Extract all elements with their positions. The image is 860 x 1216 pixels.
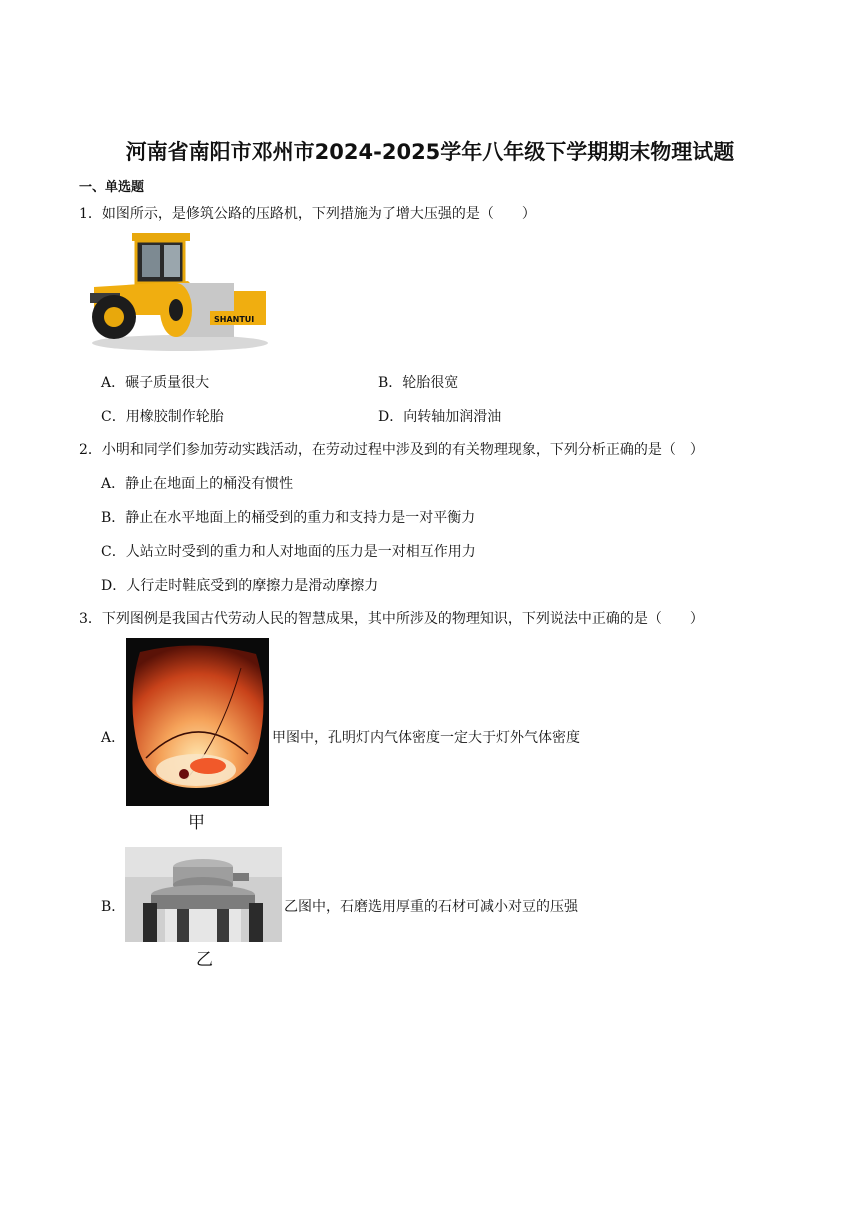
road-roller-image <box>80 231 270 353</box>
q3-option-a-label[interactable]: A． <box>101 730 126 746</box>
q1-option-c[interactable]: C．用橡胶制作轮胎 <box>101 409 224 425</box>
q2-option-d[interactable]: D．人行走时鞋底受到的摩擦力是滑动摩擦力 <box>101 578 379 594</box>
figure-caption-yi: 乙 <box>196 950 213 970</box>
q3-option-b-text[interactable]: 乙图中，石磨选用厚重的石材可减小对豆的压强 <box>284 899 578 915</box>
figure-caption-jia: 甲 <box>188 813 205 833</box>
question-2-stem: 2．小明和同学们参加劳动实践活动，在劳动过程中涉及到的有关物理现象，下列分析正确的是（ ） <box>79 442 704 458</box>
q3-option-b-label[interactable]: B． <box>101 899 126 915</box>
q3-option-a-text[interactable]: 甲图中，孔明灯内气体密度一定大于灯外气体密度 <box>272 730 580 746</box>
question-1-stem: 1．如图所示，是修筑公路的压路机，下列措施为了增大压强的是（ ） <box>79 206 536 222</box>
stone-mill-image <box>125 847 282 942</box>
section-heading: 一、单选题 <box>79 180 145 195</box>
sky-lantern-image <box>126 638 269 806</box>
q2-option-a[interactable]: A．静止在地面上的桶没有惯性 <box>101 476 294 492</box>
q2-option-b[interactable]: B．静止在水平地面上的桶受到的重力和支持力是一对平衡力 <box>101 510 476 526</box>
q2-option-c[interactable]: C．人站立时受到的重力和人对地面的压力是一对相互作用力 <box>101 544 476 560</box>
roller-brand-text: SHANTUI <box>214 315 255 324</box>
q1-option-d[interactable]: D．向转轴加润滑油 <box>378 409 502 425</box>
question-3-stem: 3．下列图例是我国古代劳动人民的智慧成果，其中所涉及的物理知识，下列说法中正确的是（ ） <box>79 611 704 627</box>
page-title: 河南省南阳市邓州市2024-2025学年八年级下学期期末物理试题 <box>125 140 735 164</box>
q1-option-b[interactable]: B．轮胎很宽 <box>378 375 459 391</box>
q1-option-a[interactable]: A．碾子质量很大 <box>101 375 210 391</box>
